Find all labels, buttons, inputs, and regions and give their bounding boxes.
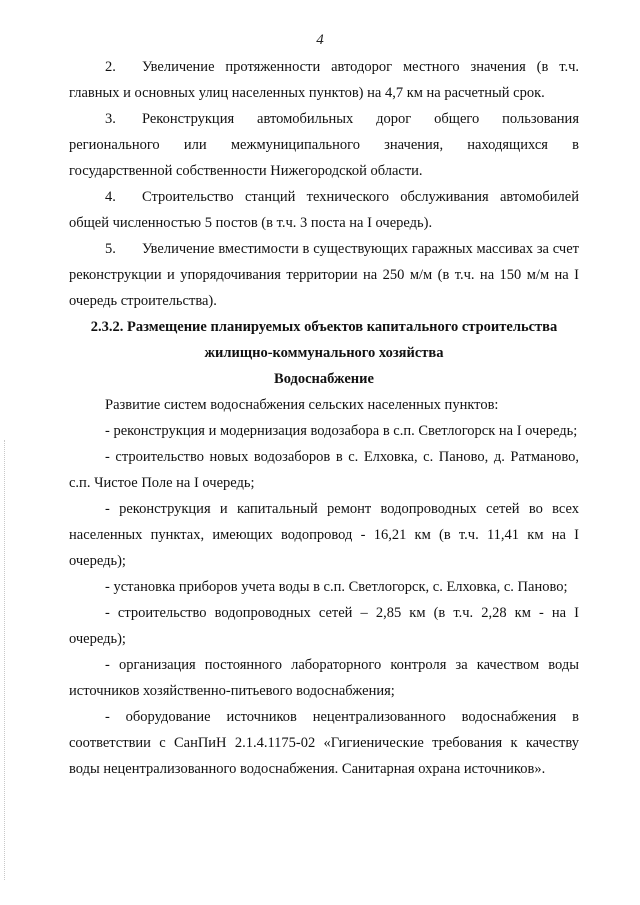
list-item-number: 3.	[105, 111, 116, 127]
bullet-item: - реконструкция и модернизация водозабора в с.п. Светлогорск на I очередь;	[105, 423, 578, 439]
page-number: 4	[316, 32, 324, 48]
list-item-text: Реконструкция автомобильных дорог общего пользования регионального или межмуниципального значения, находящихся в государственной собственности Нижегородской области.	[69, 111, 579, 179]
list-item	[69, 106, 579, 184]
list-item-text: Увеличение протяженности автодорог местного значения (в т.ч. главных и основных улиц населенных пунктов) на 4,7 км на расчетный срок.	[69, 59, 579, 101]
scan-margin-mark	[4, 440, 7, 880]
document-body	[69, 54, 579, 782]
bullet-item: - строительство водопроводных сетей – 2,85 км (в т.ч. 2,28 км - на I очередь);	[69, 605, 579, 647]
list-item-number: 4.	[105, 189, 116, 205]
bullet-item: - реконструкция и капитальный ремонт водопроводных сетей во всех населенных пунктах, имеющих водопровод - 16,21 км (в т.ч. 11,41 км на I очередь);	[69, 501, 579, 569]
list-item	[69, 184, 579, 236]
bullet-item: - установка приборов учета воды в с.п. Светлогорск, с. Елховка, с. Паново;	[105, 579, 568, 595]
section-subtitle: Водоснабжение	[274, 371, 374, 387]
list-item-text: Строительство станций технического обслуживания автомобилей общей численностью 5 постов (в т.ч. 3 поста на I очередь).	[69, 189, 579, 231]
list-item-number: 5.	[105, 241, 116, 257]
list-item	[69, 236, 579, 314]
bullet-item: - оборудование источников нецентрализованного водоснабжения в соответствии с СанПиН 2.1.4.1175-02 «Гигиенические требования к качеству воды нецентрализованного водоснабжения. Санитарная охрана источников».	[69, 709, 579, 777]
section-intro: Развитие систем водоснабжения сельских населенных пунктов:	[105, 397, 499, 413]
list-item	[69, 54, 579, 106]
list-item-text: Увеличение вместимости в существующих гаражных массивах за счет реконструкции и упорядочивания территории на 250 м/м (в т.ч. на 150 м/м на I очередь строительства).	[69, 241, 579, 309]
section-title: 2.3.2. Размещение планируемых объектов капитального строительства жилищно-коммунального хозяйства	[90, 319, 558, 361]
list-item-number: 2.	[105, 59, 116, 75]
bullet-item: - организация постоянного лабораторного контроля за качеством воды источников хозяйственно-питьевого водоснабжения;	[69, 657, 579, 699]
bullet-item: - строительство новых водозаборов в с. Елховка, с. Паново, д. Ратманово, с.п. Чистое Поле на I очередь;	[69, 449, 579, 491]
